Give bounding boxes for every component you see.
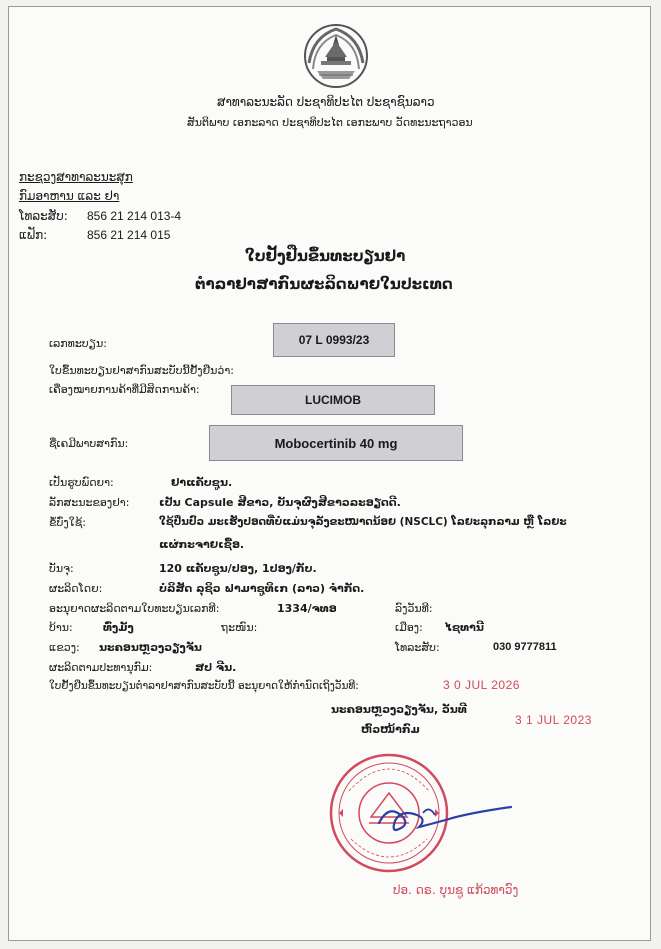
issue-place-date-label: ນະຄອນຫຼວງວຽງຈັນ, ວັນທີ	[331, 703, 467, 716]
handwritten-signature	[369, 793, 519, 843]
generic-name-label: ຊື່ເຄມີພາບສາກົນ:	[49, 437, 129, 450]
village-value: ທົ່ງມັງ	[103, 621, 134, 634]
registration-number-box: 07 L 0993/23	[273, 323, 395, 357]
registration-number-label: ເລກທະບຽນ:	[49, 337, 107, 350]
permit-date-label: ລົງວັນທີ:	[395, 602, 433, 615]
trade-name-label: ເຄື່ອງໝາຍການຄ້າທີ່ມີສິດການຄ້າ:	[49, 383, 200, 396]
indication-value-2: ແຜ່ກະຈາຍເຊື້ອ.	[159, 538, 245, 551]
trade-name-box: LUCIMOB	[231, 385, 435, 415]
manufacturer-value: ບໍລິສັດ ລຸຊິວ ຟາມາຊູທິເກ (ລາວ) ຈຳກັດ.	[159, 582, 365, 595]
permit-value: 1334/ຈທອ	[277, 602, 337, 615]
indication-value-1: ໃຊ້ປິ່ນປົວ ມະເຮັງປອດທີ່ບໍ່ແມ່ນຈຸລັງຂະໜາດນ້ອຍ (NSCLC) ໂລຍະລຸກລາມ ຫຼື ໂລຍະ	[159, 516, 567, 528]
validity-date-stamp: 3 0 JUL 2026	[443, 678, 520, 692]
phone-value: 856 21 214 013-4	[87, 209, 182, 223]
province-label: ແຂວງ:	[49, 641, 80, 654]
province-value: ນະຄອນຫຼວງວຽງຈັນ	[99, 641, 202, 654]
description-value: ເປັນ Capsule ສີຂາວ, ບັນຈຸຜົງສີຂາວລະອຽດດີ.	[159, 496, 401, 509]
generic-name-box: Mobocertinib 40 mg	[209, 425, 463, 461]
country-name: ສາທາລະນະລັດ ປະຊາທິປະໄຕ ປະຊາຊົນລາວ	[217, 95, 435, 109]
ministry-name: ກະຊວງສາທາລະນະສຸກ	[19, 170, 133, 184]
permit-label: ອະນຸຍາດຜະລິດຕາມໃບທະບຽນເລກທີ:	[49, 602, 220, 615]
indication-label: ຂໍ້ບົ່ງໃຊ້:	[49, 516, 86, 529]
street-label: ຖະໜົນ:	[221, 621, 258, 634]
tel-value: 030 9777811	[493, 641, 557, 653]
tel-label: ໂທລະສັບ:	[395, 641, 440, 654]
signatory-role: ຫົວໜ້າກົມ	[361, 723, 420, 736]
validity-text: ໃບຢັ້ງຢືນຂຶ້ນທະບຽນຕຳລາຢາສາກົນສະບັບນີ້ ອະນຸຍາດໃຫ້ກຳນົດເຖິງວັນທີ:	[49, 680, 359, 692]
national-emblem	[303, 23, 369, 89]
pack-value: 120 ແຄັບຊູນ/ປອງ, 1ປອງ/ກັບ.	[159, 562, 317, 575]
description-label: ລັກສະນະຂອງຢາ:	[49, 496, 130, 509]
certificate-subtitle: ຕຳລາຢາສາກົນຜະລິດພາຍໃນປະເທດ	[195, 275, 453, 293]
phone-label: ໂທລະສັບ:	[19, 209, 68, 223]
form-value: ຢາແຄັບຊູນ.	[171, 476, 233, 489]
certify-text: ໃບຂຶ້ນທະບຽນຢາສາກົນສະບັບນີ້ຢັ້ງຢືນວ່າ:	[49, 364, 234, 377]
form-label: ເປັນຮູບພົດຍາ:	[49, 476, 114, 489]
pack-label: ບັນຈຸ:	[49, 562, 74, 575]
issue-date-stamp: 3 1 JUL 2023	[515, 713, 592, 727]
fax-label: ແຟັກ:	[19, 228, 48, 242]
signatory-name: ປອ. ດຣ. ບຸນຊູ ແກ້ວທາວົງ	[393, 883, 519, 897]
manufacturer-label: ຜະລິດໂດຍ:	[49, 582, 103, 595]
district-label: ເມືອງ:	[395, 621, 423, 634]
certificate-document	[8, 6, 651, 941]
village-label: ບ້ານ:	[49, 621, 73, 634]
district-value: ໄຊທານີ	[445, 621, 484, 634]
origin-label: ຜະລິດຕາມປະທານຸກົມ:	[49, 661, 153, 674]
department-name: ກົມອາຫານ ແລະ ຢາ	[19, 189, 120, 203]
origin-value: ສປ ຈີນ.	[195, 661, 237, 674]
certificate-title: ໃບຢັ້ງຢືນຂຶ້ນທະບຽນຢາ	[245, 247, 406, 265]
national-motto: ສັນຕິພາບ ເອກະລາດ ປະຊາທິປະໄຕ ເອກະພາບ ວັດທະນະຖາວອນ	[187, 116, 473, 129]
fax-value: 856 21 214 015	[87, 228, 171, 242]
